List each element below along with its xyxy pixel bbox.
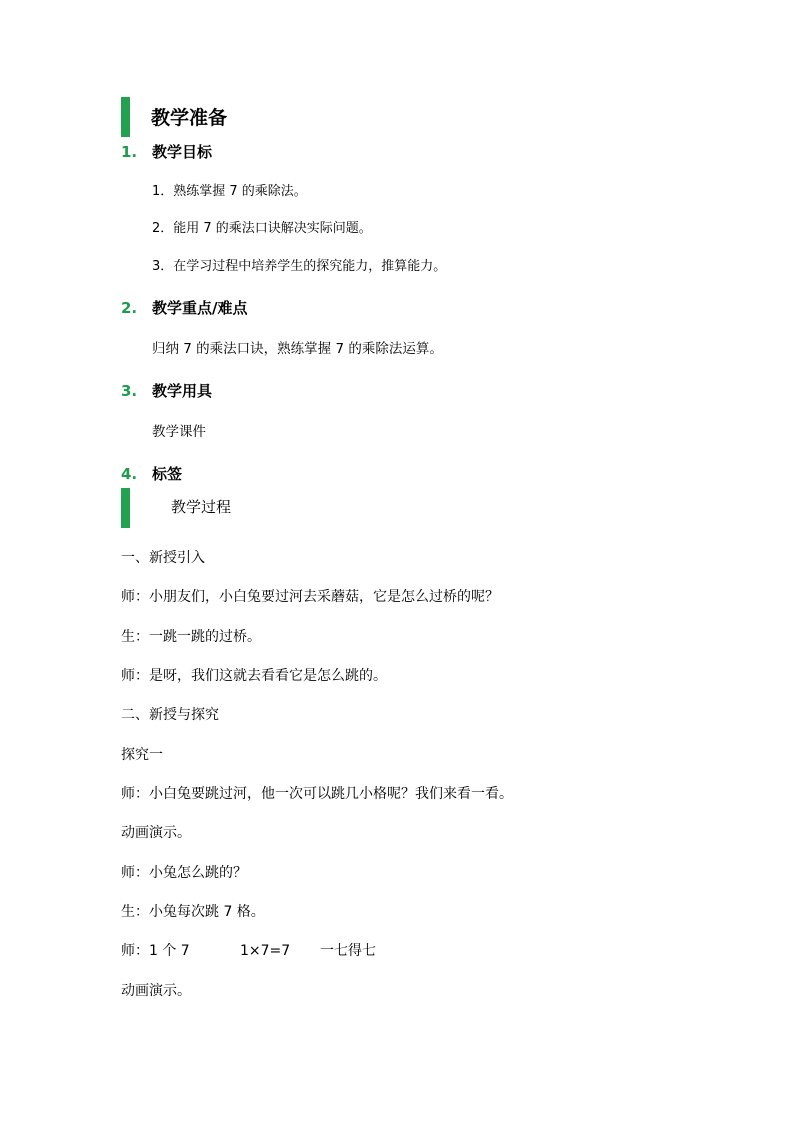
process-line: 师：小白兔要跳过河，他一次可以跳几小格呢？我们来看一看。: [121, 786, 513, 802]
section-number: 1.: [121, 143, 138, 161]
process-line: 师：小朋友们，小白兔要过河去采蘑菇，它是怎么过桥的呢？: [121, 589, 499, 605]
section-number: 4.: [121, 465, 138, 483]
process-line: 师：是呀，我们这就去看看它是怎么跳的。: [121, 668, 387, 684]
heading-accent-bar: [121, 488, 130, 528]
multiplication-row-teacher: 师：1 个 7: [121, 943, 190, 959]
process-line: 动画演示。: [121, 825, 191, 841]
process-line: 生：小兔每次跳 7 格。: [121, 904, 265, 920]
process-line: 动画演示。: [121, 983, 191, 999]
section-number: 3.: [121, 382, 138, 400]
objective-line: 1．熟练掌握 7 的乘除法。: [152, 184, 307, 199]
section-number: 2.: [121, 299, 138, 317]
section-title: 标签: [152, 465, 183, 483]
multiplication-row-rhyme: 一七得七: [320, 943, 376, 959]
prep-heading: 教学准备: [151, 107, 228, 129]
multiplication-row-equation: 1×7=7: [240, 943, 291, 959]
heading-accent-bar: [121, 97, 130, 137]
section-title: 教学目标: [152, 143, 213, 161]
objective-line: 3．在学习过程中培养学生的探究能力，推算能力。: [152, 259, 447, 274]
process-line: 二、新授与探究: [121, 707, 219, 723]
objective-line: 2．能用 7 的乘法口诀解决实际问题。: [152, 221, 372, 236]
section-title: 教学重点/难点: [152, 299, 248, 317]
process-line: 生：一跳一跳的过桥。: [121, 629, 261, 645]
process-line: 一、新授引入: [121, 550, 205, 566]
process-line: 师：小兔怎么跳的？: [121, 865, 247, 881]
tools-line: 教学课件: [152, 424, 206, 440]
key-points-line: 归纳 7 的乘法口诀，熟练掌握 7 的乘除法运算。: [152, 341, 443, 357]
process-heading: 教学过程: [171, 498, 232, 516]
section-title: 教学用具: [152, 382, 213, 400]
process-line: 探究一: [121, 747, 163, 763]
